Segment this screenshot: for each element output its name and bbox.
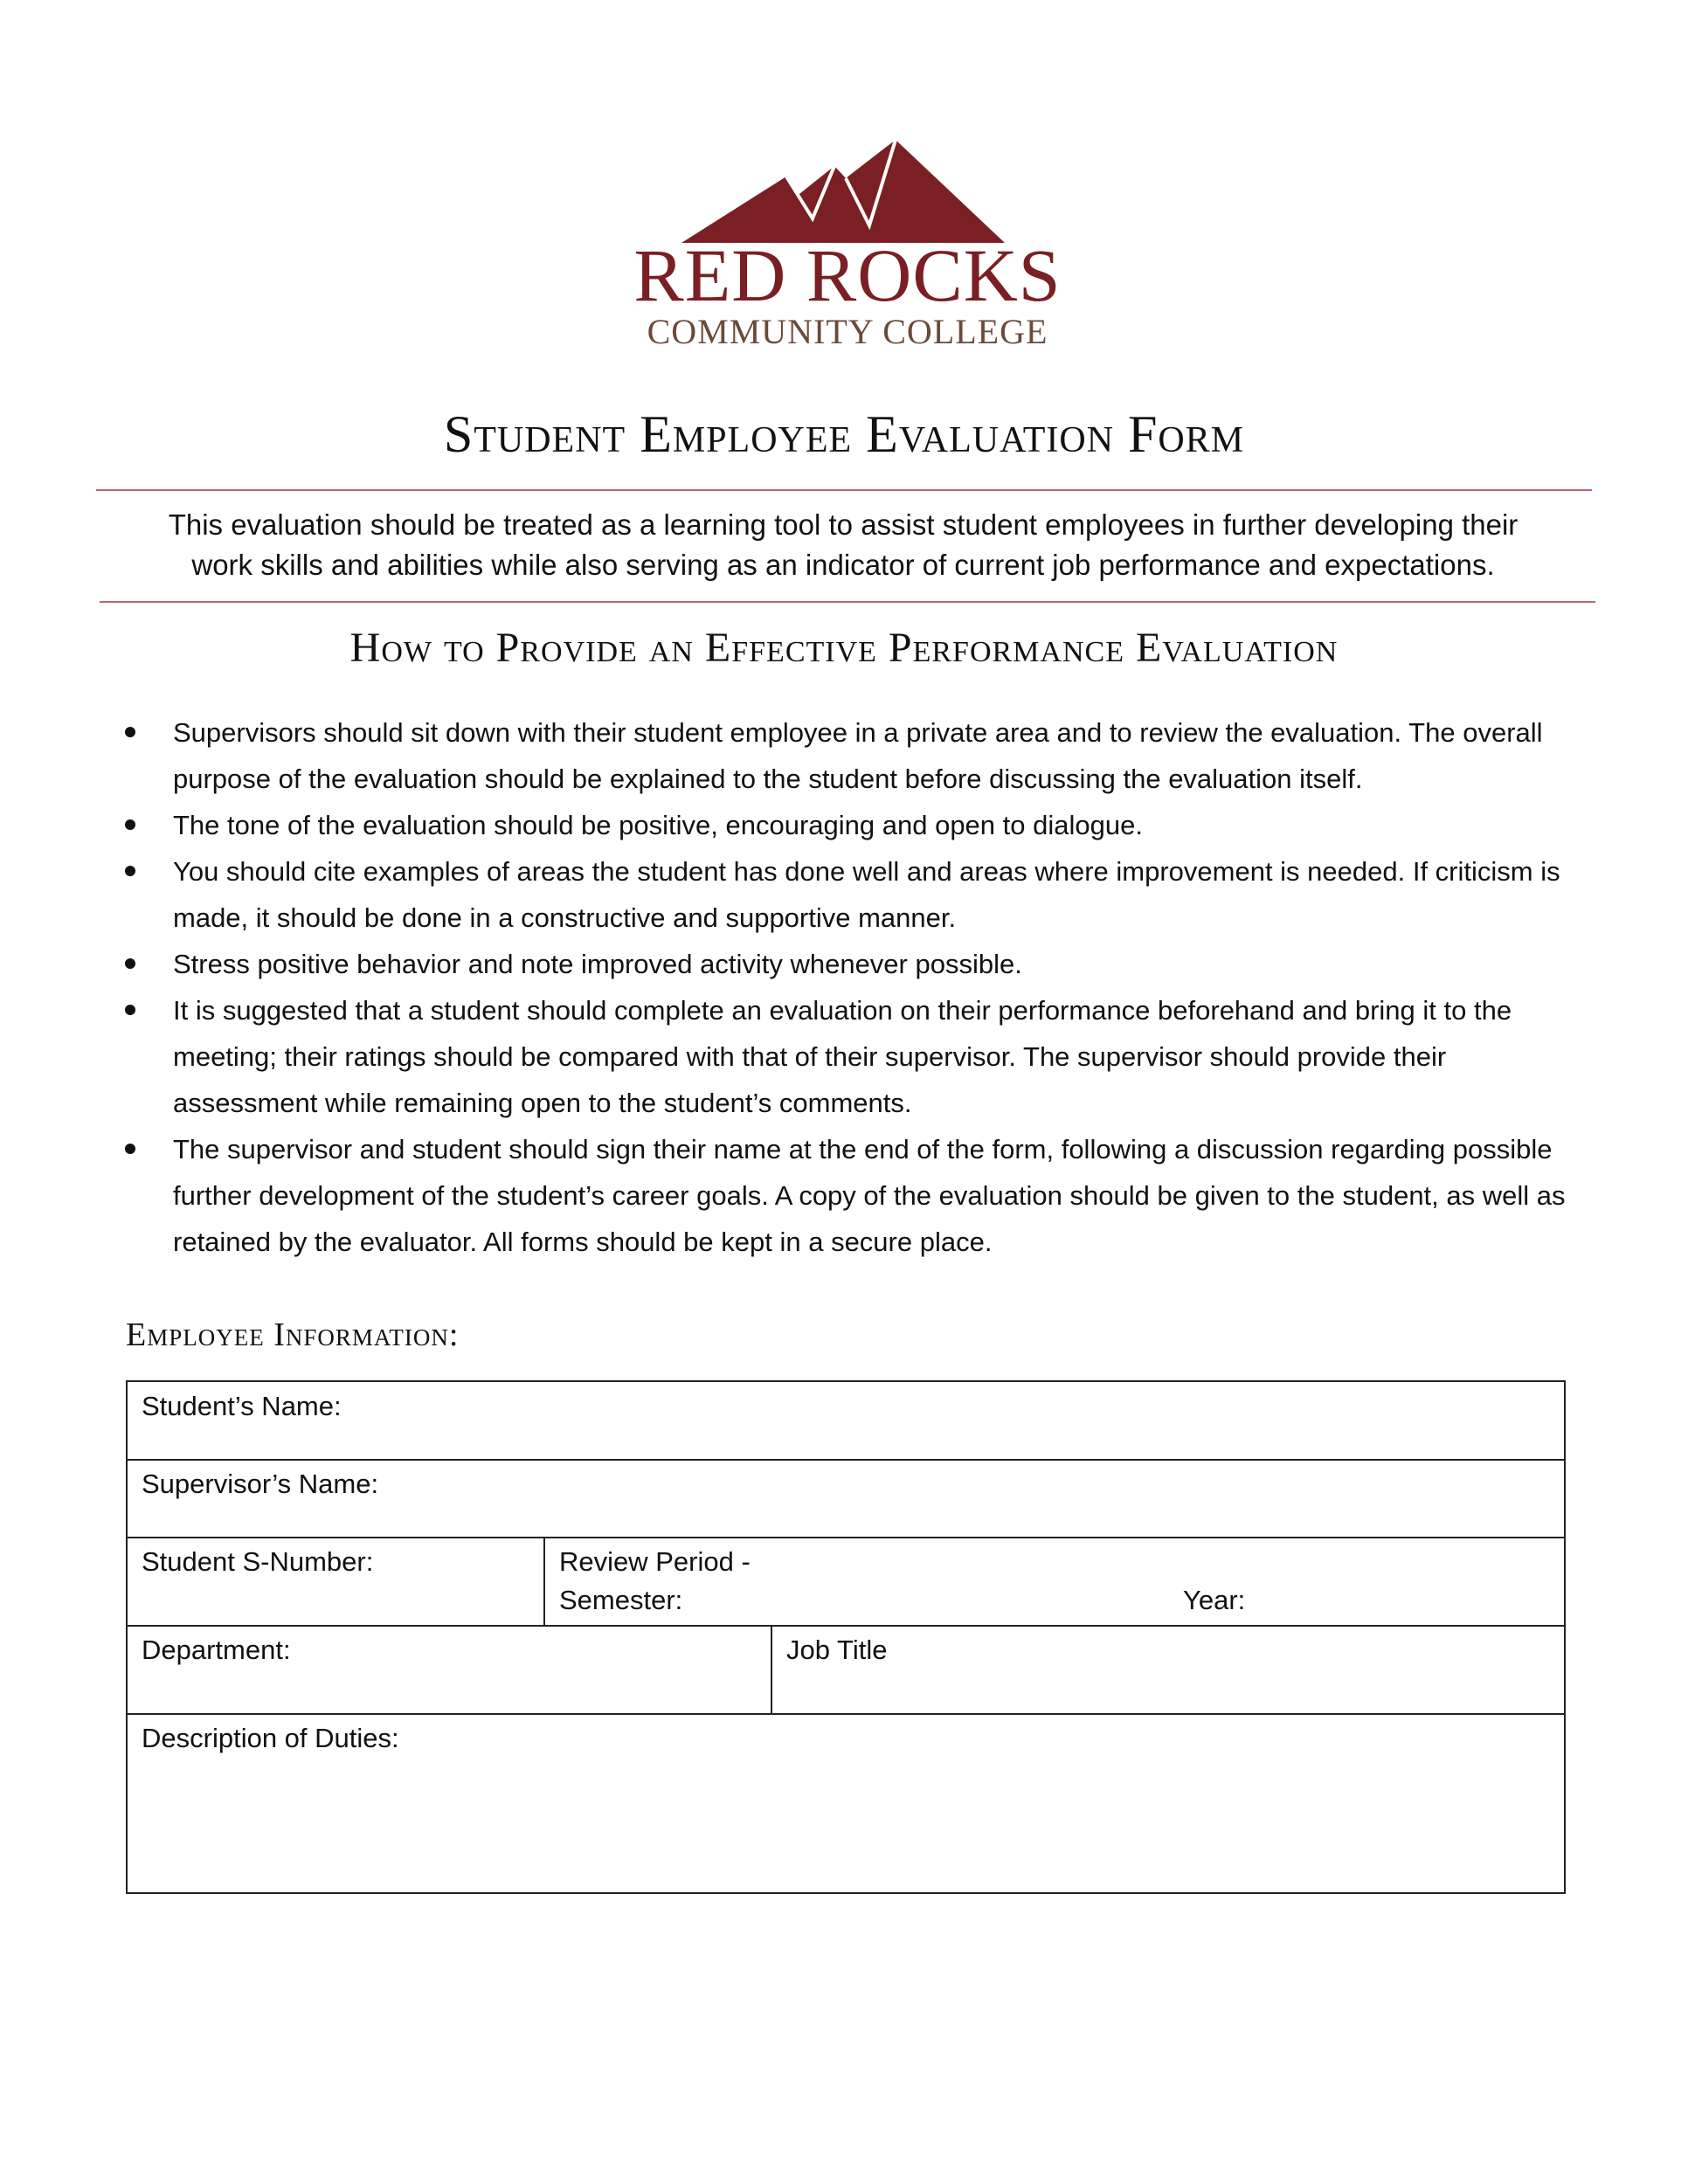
college-logo (612, 131, 1083, 358)
bullet-icon (125, 958, 135, 969)
employee-information-heading: Employee Information: (126, 1317, 460, 1353)
bullet-text: It is suggested that a student should complete an evaluation on their performance beforehand and bring it to the meeting; their ratings should be compared with that of their supervisor. The supervisor should provide their assessment while remaining open to the student’s comments. (173, 995, 1512, 1118)
page-title: Student Employee Evaluation Form (443, 405, 1245, 463)
bullet-text: Stress positive behavior and note improved activity whenever possible. (173, 949, 1022, 979)
department-field[interactable]: Department: (142, 1635, 291, 1665)
bullet-icon (125, 1005, 135, 1015)
row-divider (128, 1537, 1564, 1538)
list-item (122, 941, 1573, 987)
top-divider (96, 489, 1592, 491)
review-period-label: Review Period - (559, 1546, 751, 1577)
row-divider (128, 1459, 1564, 1461)
semester-field[interactable]: Semester: (559, 1585, 683, 1615)
intro-text (105, 505, 1581, 585)
list-item (122, 987, 1573, 1126)
bullet-text: The tone of the evaluation should be positive, encouraging and open to dialogue. (173, 810, 1143, 840)
supervisors-name-field[interactable]: Supervisor’s Name: (142, 1469, 379, 1499)
list-item (122, 1126, 1573, 1265)
bullet-icon (125, 1144, 135, 1154)
logo-subname: COMMUNITY COLLEGE (647, 312, 1048, 351)
list-item (122, 709, 1573, 802)
intro-line-1: This evaluation should be treated as a learning tool to assist student employees in further developing their (168, 508, 1519, 541)
logo-name: RED ROCKS (633, 233, 1062, 317)
employee-information-table (126, 1380, 1566, 1894)
bullet-text: The supervisor and student should sign their name at the end of the form, following a discussion regarding possible further development of the student’s career goals. A copy of the evaluation should be given to the student, as well as retained by the evaluator. All forms should be kept in a secure place. (173, 1134, 1566, 1257)
mountain-logo-icon (681, 140, 1005, 245)
row-divider (128, 1713, 1564, 1715)
column-divider (543, 1538, 545, 1626)
students-name-field[interactable]: Student’s Name: (142, 1391, 342, 1421)
bullet-text: Supervisors should sit down with their student employee in a private area and to review the evaluation. The overall purpose of the evaluation should be explained to the student before discussing the evaluation itself. (173, 717, 1543, 794)
column-divider (771, 1626, 772, 1714)
year-field[interactable]: Year: (1183, 1585, 1246, 1615)
bullet-icon (125, 866, 135, 876)
list-item (122, 802, 1573, 848)
guidelines-list (122, 709, 1573, 1265)
bullet-icon (125, 819, 135, 830)
bullet-icon (125, 727, 135, 737)
section-heading-how-to: How to Provide an Effective Performance Evaluation (349, 625, 1339, 671)
job-title-field[interactable]: Job Title (786, 1635, 888, 1665)
row-divider (128, 1625, 1564, 1627)
description-of-duties-field[interactable]: Description of Duties: (142, 1723, 399, 1753)
bullet-text: You should cite examples of areas the student has done well and areas where improvement is needed. If criticism is made, it should be done in a constructive and supportive manner. (173, 856, 1560, 933)
intro-line-2: work skills and abilities while also serving as an indicator of current job performance and expectations. (191, 549, 1495, 581)
bottom-divider (100, 601, 1595, 603)
student-s-number-field[interactable]: Student S-Number: (142, 1546, 374, 1577)
list-item (122, 848, 1573, 941)
